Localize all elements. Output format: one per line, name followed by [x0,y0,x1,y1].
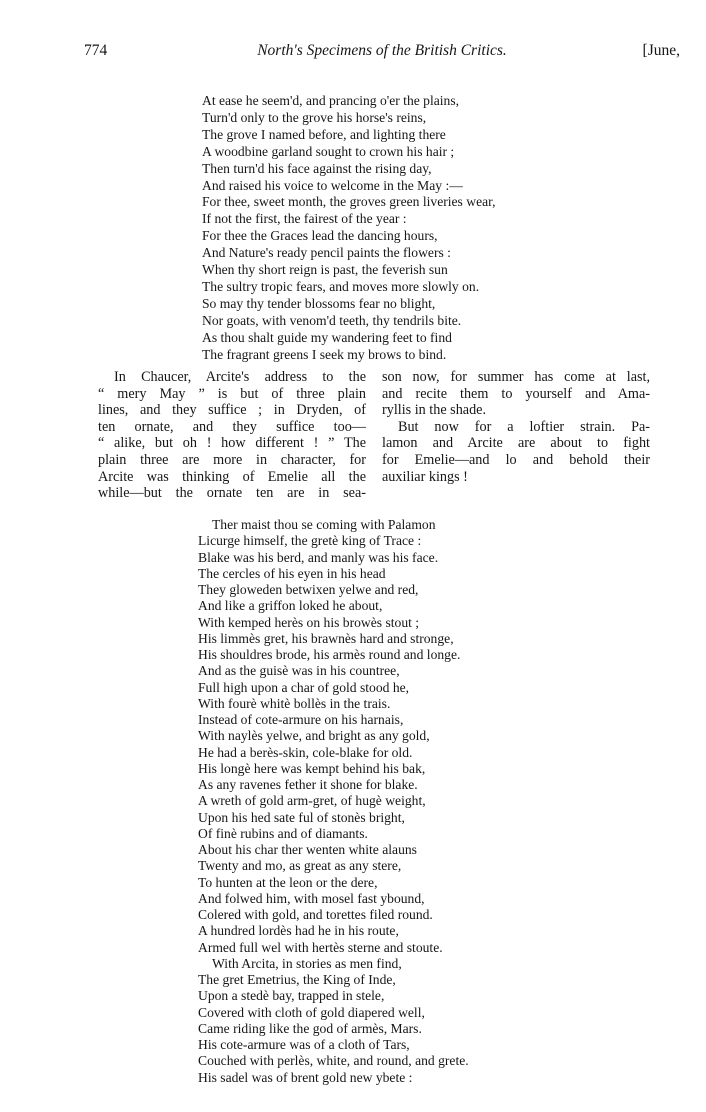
poem-line: As any ravenes fether it shone for blake. [198,777,418,792]
prose-line: while—but the ornate ten are in sea- [98,485,366,502]
poem-line: His cote-armure was of a cloth of Tars, [198,1037,410,1052]
prose-line: lines, and they suffice ; in Dryden, of [98,402,366,419]
poem-line: And like a griffon loked he about, [198,598,383,614]
poem-line: For thee, sweet month, the groves green liveries wear, [202,194,496,210]
prose-line: lamon and Arcite are about to fight [382,435,650,452]
poem-line: Twenty and mo, as great as any stere, [198,858,402,874]
poem-line: His sadel was of brent gold new ybete : [198,1069,413,1085]
poem-line: About his char ther wenten white alauns [198,842,417,857]
poem-line: The cercles of his eyen in his head [198,565,386,581]
prose-two-columns [98,369,682,502]
poem-line: With fourè whitè bollès in the trais. [198,695,391,711]
poem-line: The grove I named before, and lighting there [202,126,446,142]
poem-line: A woodbine garland sought to crown his hair ; [202,143,455,159]
poem-line: Instead of cote-armure on his harnais, [198,712,404,727]
poem-line: Turn'd only to the grove his horse's reins, [202,109,427,125]
prose-line: “ alike, but oh ! how different ! ” The [98,435,366,452]
prose-column-right [382,369,650,485]
poem-line: They gloweden betwixen yelwe and red, [198,582,419,597]
running-header [84,42,680,66]
prose-line: Arcite was thinking of Emelie all the [98,468,366,485]
poem-line: Blake was his berd, and manly was his face. [198,549,439,565]
poem-line: The gret Emetrius, the King of Inde, [198,972,396,987]
poem-line: With Arcita, in stories as men find, [212,955,402,971]
poem-line: A hundred lordès had he in his route, [198,923,399,939]
poem-line: Ther maist thou se coming with Palamon [212,517,436,532]
poem-line: His shouldres brode, his armès round and longe. [198,647,461,662]
poem-line: As thou shalt guide my wandering feet to find [202,329,452,345]
poem-line: Armed full wel with hertès sterne and stoute. [198,939,443,955]
poem-line: And folwed him, with mosel fast ybound, [198,890,425,906]
prose-line: ryllis in the shade. [382,402,487,419]
prose-line: for Emelie—and lo and behold their [382,451,650,468]
poem-line: So may thy tender blossoms fear no blight, [202,295,436,311]
prose-line: son now, for summer has come at last, [382,369,650,385]
poem-line: And raised his voice to welcome in the May :— [202,177,463,193]
poem-line: His longè here was kempt behind his bak, [198,760,426,776]
poem-line: To hunten at the leon or the dere, [198,874,378,890]
prose-line: and recite them to yourself and Ama- [382,385,650,402]
poem-line: And as the guisè was in his countree, [198,663,400,679]
poem-line: Came riding like the god of armès, Mars. [198,1020,422,1036]
poem-line: The fragrant greens I seek my brows to bind. [202,346,447,362]
poem-line: With naylès yelwe, and bright as any gold, [198,728,430,744]
poem-line: Full high upon a char of gold stood he, [198,679,410,695]
poem-line: Couched with perlès, white, and round, and grete. [198,1053,469,1069]
prose-line: auxiliar kings ! [382,468,468,485]
poem-line: For thee the Graces lead the dancing hours, [202,228,438,244]
poem-line: A wreth of gold arm-gret, of hugè weight, [198,793,426,809]
poem-line: Then turn'd his face against the rising day, [202,160,432,176]
prose-line: plain three are more in character, for [98,451,366,468]
poem-line: Upon a stedè bay, trapped in stele, [198,988,385,1004]
prose-line: But now for a loftier strain. Pa- [398,418,650,435]
page-number: 774 [84,42,108,59]
poem-line: His limmès gret, his brawnès hard and stronge, [198,630,454,646]
poem-line: The sultry tropic fears, and moves more slowly on. [202,278,480,294]
running-title: North's Specimens of the British Critics. [257,42,507,59]
prose-column-left [98,369,366,502]
poem-line: At ease he seem'd, and prancing o'er the plains, [202,93,460,108]
poem-line: Covered with cloth of gold diapered well, [198,1004,425,1020]
poem-line: If not the first, the fairest of the year : [202,211,407,227]
poem-line: Licurge himself, the gretè king of Trace : [198,533,422,549]
poem-line: Nor goats, with venom'd teeth, thy tendrils bite. [202,312,462,328]
poem-dryden-excerpt [202,93,496,364]
poem-line: With kemped herès on his browès stout ; [198,614,420,630]
prose-line: “ mery May ” is but of three plain [98,385,366,402]
poem-line: And Nature's ready pencil paints the flowers : [202,245,451,261]
poem-chaucer-excerpt [198,517,469,1086]
poem-line: He had a berès-skin, cole-blake for old. [198,744,413,760]
poem-line: Of finè rubins and of diamants. [198,825,368,841]
poem-line: Colered with gold, and torettes filed round. [198,907,433,922]
prose-line: In Chaucer, Arcite's address to the [114,369,366,385]
running-date: [June, [642,42,680,59]
poem-line: Upon his hed sate ful of stonès bright, [198,809,405,825]
poem-line: When thy short reign is past, the feverish sun [202,262,448,278]
prose-line: ten ornate, and they suffice too— [98,418,366,435]
